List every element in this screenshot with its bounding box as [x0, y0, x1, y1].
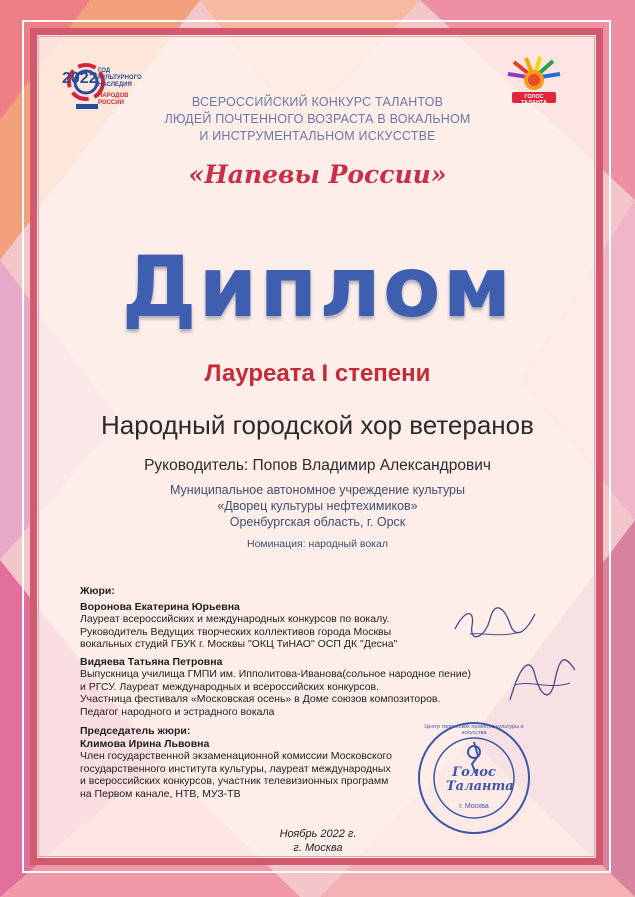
- logo-line3: НАСЛЕДИЯ: [98, 82, 132, 88]
- org-line1: Муниципальное автономное учреждение культуры: [170, 483, 465, 497]
- seal-center-l1: Голос: [452, 765, 496, 780]
- chair-name: Климова Ирина Львовна: [80, 737, 210, 750]
- chair-heading: Председатель жюри:: [80, 725, 191, 737]
- organization-seal: [416, 720, 532, 836]
- logo-line5: РОССИИ: [98, 100, 124, 106]
- seal-city: г. Москва: [459, 803, 489, 810]
- jury-heading: Жюри:: [80, 585, 115, 597]
- jury-member-name: Воронова Екатерина Юрьевна: [80, 600, 240, 613]
- logo-line1: ГОД: [98, 68, 111, 74]
- jury-member-text: Руководитель Ведущих творческих коллективов города Москвы: [80, 625, 392, 638]
- contest-line1: ВСЕРОССИЙСКИЙ КОНКУРС ТАЛАНТОВ: [191, 95, 444, 109]
- logo-year: 2022: [62, 70, 98, 87]
- chair-text: государственного института культуры, лауреат международных: [80, 762, 391, 775]
- nomination: Номинация: народный вокал: [247, 538, 388, 550]
- signature-1-icon: [450, 604, 540, 644]
- logo-right-text: ГОЛОС ТАЛАНТА: [521, 94, 547, 106]
- diploma-title: Диплом: [121, 238, 514, 336]
- issue-date: [268, 827, 368, 855]
- seal-center-l2: Таланта: [446, 779, 514, 794]
- chair-text: Член государственной экзаменационной комиссии Московского: [80, 750, 393, 762]
- contest-line2: ЛЮДЕЙ ПОЧТЕННОГО ВОЗРАСТА В ВОКАЛЬНОМ: [164, 112, 471, 126]
- jury-member-name: Видяева Татьяна Петровна: [80, 655, 223, 668]
- awardee-name: Народный городской хор ветеранов: [101, 410, 534, 440]
- jury-member-text: Педагог народного и эстрадного вокала: [80, 705, 275, 718]
- logo-line2: КУЛЬТУРНОГО: [98, 75, 142, 81]
- city-line: г. Москва: [293, 842, 343, 854]
- chair-text: на Первом канале, НТВ, МУЗ-ТВ: [80, 787, 241, 800]
- jury-member-text: Участница фестиваля «Московская осень» в Доме союзов композиторов.: [80, 693, 441, 705]
- contest-name: «Напевы России»: [188, 160, 447, 189]
- seal-center: [446, 765, 514, 794]
- signature-2-icon: [500, 645, 580, 715]
- jury-member-text: и РГСУ. Лауреат международных и всероссийских конкурсов.: [80, 680, 380, 693]
- jury-member-text: вокальных студий ГБУК г. Москвы "ОКЦ ТиНАО" ОСП ДК "Десна": [80, 638, 398, 650]
- leader-name: Руководитель: Попов Владимир Александрович: [144, 457, 491, 474]
- jury-member-text: Выпускница училища ГМПИ им. Ипполитова-Иванова(сольное народное пение): [80, 668, 471, 680]
- org-line2: «Дворец культуры нефтехимиков»: [217, 499, 418, 513]
- logo-line4: НАРОДОВ: [98, 93, 129, 99]
- seal-ring-text: Центр творческих проектов культуры и искусства: [424, 724, 524, 736]
- contest-title: [0, 94, 635, 145]
- contest-line3: И ИНСТРУМЕНТАЛЬНОМ ИСКУССТВЕ: [199, 129, 436, 143]
- date-line: Ноябрь 2022 г.: [279, 828, 357, 840]
- organization: [0, 482, 635, 530]
- org-line3: Оренбургская область, г. Орск: [229, 515, 406, 529]
- laureate-degree: Лауреата I степени: [204, 360, 431, 387]
- chair-text: и всероссийских конкурсов, участник телевизионных программ: [80, 775, 389, 787]
- jury-member-text: Лауреат всероссийских и международных конкурсов по вокалу.: [80, 613, 390, 625]
